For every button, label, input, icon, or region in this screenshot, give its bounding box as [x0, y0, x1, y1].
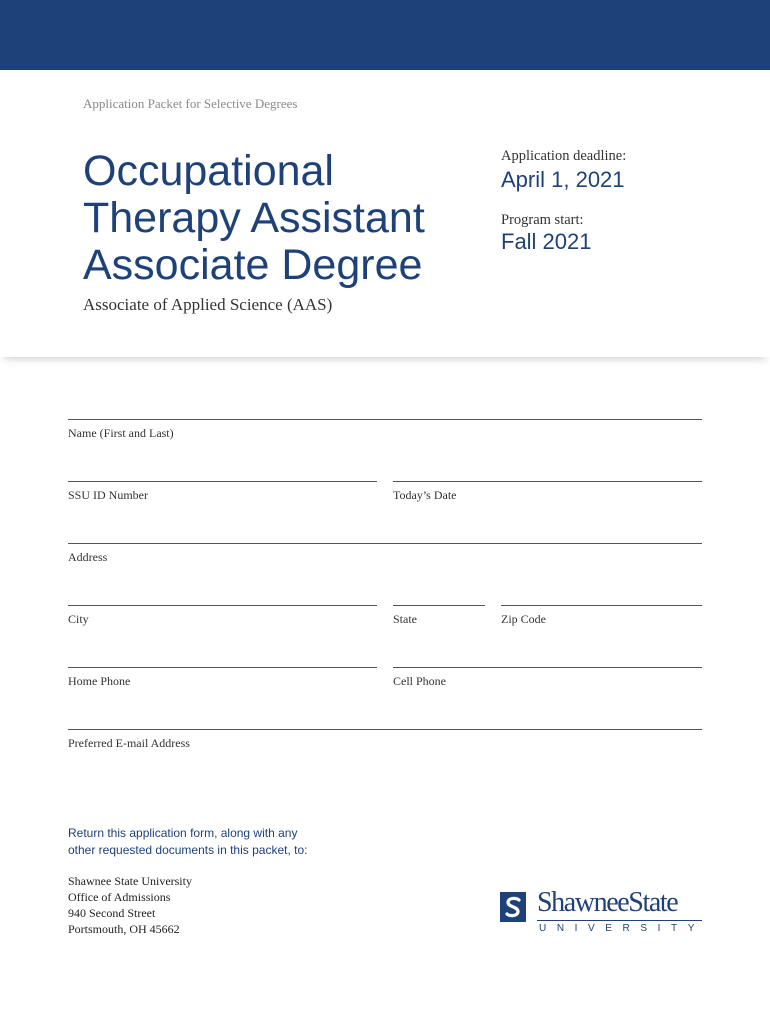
name-field-line	[68, 419, 702, 420]
zip-code-field-label: Zip Code	[501, 612, 546, 626]
logo-wordmark: ShawneeState	[537, 887, 678, 918]
home-phone-field-line	[68, 667, 377, 668]
email-field-label: Preferred E-mail Address	[68, 736, 190, 750]
cell-phone-field[interactable]	[393, 667, 702, 689]
logo-university-text: UNIVERSITY	[539, 923, 706, 934]
home-phone-field-label: Home Phone	[68, 674, 131, 688]
todays-date-field-label: Today’s Date	[393, 488, 457, 502]
title-line-3: Associate Degree	[83, 241, 423, 289]
address-line-4: Portsmouth, OH 45662	[68, 922, 180, 936]
email-field-line	[68, 729, 702, 730]
address-line-1: Shawnee State University	[68, 874, 192, 888]
packet-label: Application Packet for Selective Degrees	[83, 96, 298, 111]
program-start-value: Fall 2021	[501, 229, 592, 254]
cell-phone-field-line	[393, 667, 702, 668]
state-field[interactable]	[393, 605, 485, 627]
name-field[interactable]	[68, 419, 702, 441]
return-instructions	[68, 825, 368, 859]
address-line-2: Office of Admissions	[68, 890, 171, 904]
city-field[interactable]	[68, 605, 377, 627]
cell-phone-field-label: Cell Phone	[393, 674, 446, 688]
state-field-line	[393, 605, 485, 606]
ssu-s-logo-icon	[500, 892, 526, 922]
title-line-1: Occupational	[83, 147, 334, 195]
top-banner	[0, 0, 770, 70]
zip-code-field[interactable]	[501, 605, 702, 627]
zip-code-field-line	[501, 605, 702, 606]
ssu-id-field-line	[68, 481, 377, 482]
address-field-label: Address	[68, 550, 108, 564]
ssu-id-field[interactable]	[68, 481, 377, 503]
return-line-2: other requested documents in this packet, to:	[68, 843, 308, 857]
university-logo	[500, 887, 710, 940]
logo-rule	[537, 920, 702, 921]
return-line-1: Return this application form, along with any	[68, 826, 298, 840]
address-field-line	[68, 543, 702, 544]
name-field-label: Name (First and Last)	[68, 426, 174, 440]
page-title	[83, 148, 483, 289]
home-phone-field[interactable]	[68, 667, 377, 689]
todays-date-field[interactable]	[393, 481, 702, 503]
title-line-2: Therapy Assistant	[83, 194, 425, 242]
email-field[interactable]	[68, 729, 702, 751]
mailing-address	[68, 873, 192, 937]
deadline-value: April 1, 2021	[501, 167, 625, 192]
program-start-label: Program start:	[501, 212, 584, 228]
deadline-label: Application deadline:	[501, 148, 627, 164]
state-field-label: State	[393, 612, 417, 626]
ssu-id-field-label: SSU ID Number	[68, 488, 148, 502]
address-line-3: 940 Second Street	[68, 906, 156, 920]
city-field-label: City	[68, 612, 89, 626]
todays-date-field-line	[393, 481, 702, 482]
city-field-line	[68, 605, 377, 606]
address-field[interactable]	[68, 543, 702, 565]
degree-subtitle: Associate of Applied Science (AAS)	[83, 295, 333, 314]
